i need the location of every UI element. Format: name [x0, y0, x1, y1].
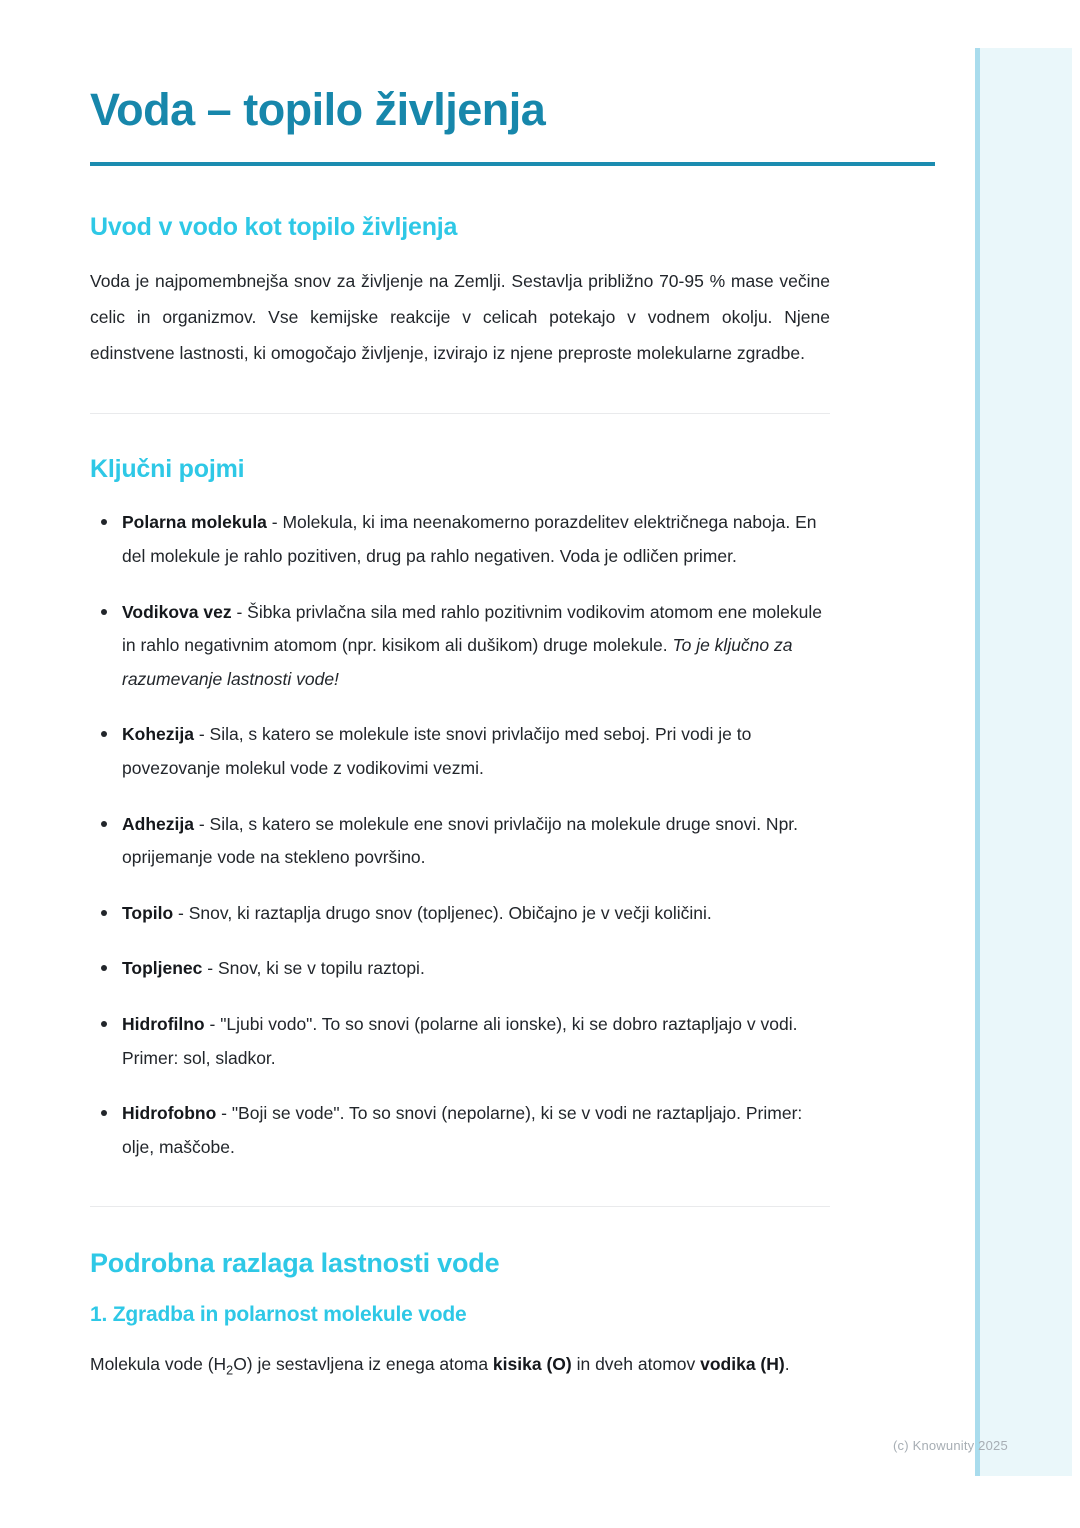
bullet-icon	[101, 1021, 107, 1027]
paragraph-bold-hydrogen: vodika (H)	[700, 1353, 785, 1374]
term-name: Topljenec	[122, 958, 203, 979]
list-item	[90, 952, 835, 986]
details-section	[90, 1247, 930, 1382]
term-definition: Snov, ki raztaplja drugo snov (topljenec). Običajno je v večji količini.	[188, 902, 712, 923]
details-heading: Podrobna razlaga lastnosti vode	[90, 1248, 500, 1279]
term-dash: -	[202, 958, 218, 979]
bullet-icon	[101, 609, 107, 615]
term-name: Topilo	[122, 902, 174, 923]
term-definition: Molekula, ki ima neenakomerno porazdelitev električnega naboja. En del molekule je rahlo pozitiven, drug pa rahlo negativen. Voda je odličen primer.	[122, 512, 817, 566]
section-divider-1	[90, 413, 830, 414]
key-terms-list	[90, 506, 835, 1164]
term-definition: Snov, ki se v topilu raztopi.	[217, 958, 425, 979]
intro-heading: Uvod v vodo kot topilo življenja	[90, 212, 458, 241]
term-name: Vodikova vez	[122, 601, 232, 622]
list-item	[90, 1008, 835, 1075]
bullet-icon	[101, 821, 107, 827]
copyright-watermark: (c) Knowunity 2025	[893, 1438, 1008, 1453]
intro-paragraph: Voda je najpomembnejša snov za življenje na Zemlji. Sestavlja približno 70-95 % mase večine celic in organizmov. Vse kemijske reakcije v celicah potekajo v vodnem okolju. Njene edinstvene lastnosti, ki omogočajo življenje, izvirajo iz njene preproste molekularne zgradbe.	[90, 270, 830, 363]
bullet-icon	[101, 731, 107, 737]
paragraph-text-part-3: in dveh atomov	[571, 1353, 701, 1374]
paragraph-text-part-2: O) je sestavljena iz enega atoma	[233, 1353, 493, 1374]
term-dash: -	[231, 601, 248, 622]
paragraph-bold-oxygen: kisika (O)	[492, 1353, 572, 1374]
term-dash: -	[204, 1013, 221, 1034]
term-definition: Sila, s katero se molekule ene snovi privlačijo na molekule druge snovi. Npr. oprijemanje vode na stekleno površino.	[122, 813, 799, 868]
term-emphasis: To je ključno za razumevanje lastnosti vode!	[122, 635, 793, 689]
bullet-icon	[101, 910, 107, 916]
term-dash: -	[193, 724, 210, 745]
term-name: Hidrofobno	[122, 1103, 217, 1124]
term-dash: -	[173, 902, 189, 923]
details-subheading: 1. Zgradba in polarnost molekule vode	[90, 1302, 467, 1326]
bullet-icon	[101, 965, 107, 971]
page-title: Voda – topilo življenja	[90, 84, 546, 135]
term-dash: -	[216, 1103, 232, 1124]
list-item	[90, 506, 835, 573]
term-definition: Sila, s katero se molekule iste snovi privlačijo med seboj. Pri vodi je to povezovanje molekul vode z vodikovimi vezmi.	[122, 724, 752, 778]
term-definition: "Boji se vode". To so snovi (nepolarne), ki se v vodi ne raztapljajo. Primer: olje, maščobe.	[122, 1103, 803, 1157]
paragraph-text-part-1: Molekula vode (H	[90, 1353, 227, 1374]
intro-section	[90, 212, 930, 372]
term-definition: Šibka privlačna sila med rahlo pozitivnim vodikovim atomom ene molekule in rahlo negativnim atomom (npr. kisikom ali dušikom) druge molekule.	[122, 601, 822, 656]
term-dash: -	[193, 813, 210, 834]
bullet-icon	[101, 519, 107, 525]
list-item	[90, 596, 835, 697]
list-item	[90, 808, 835, 875]
term-name: Polarna molekula	[122, 512, 267, 533]
key-terms-heading: Ključni pojmi	[90, 455, 245, 484]
details-paragraph	[90, 1347, 830, 1383]
section-divider-2	[90, 1206, 830, 1207]
list-item	[90, 1097, 835, 1164]
paragraph-text-part-4: .	[784, 1353, 790, 1374]
title-underline-rule	[90, 162, 935, 166]
term-dash: -	[266, 512, 283, 533]
key-terms-section	[90, 454, 930, 1164]
bullet-icon	[101, 1110, 107, 1116]
subscript-two: 2	[226, 1363, 234, 1378]
term-name: Kohezija	[122, 724, 194, 745]
term-name: Adhezija	[122, 813, 194, 834]
term-definition: "Ljubi vodo". To so snovi (polarne ali ionske), ki se dobro raztapljajo v vodi. Primer: sol, sladkor.	[122, 1013, 798, 1068]
term-name: Hidrofilno	[122, 1013, 205, 1034]
list-item	[90, 718, 835, 785]
list-item	[90, 897, 835, 931]
